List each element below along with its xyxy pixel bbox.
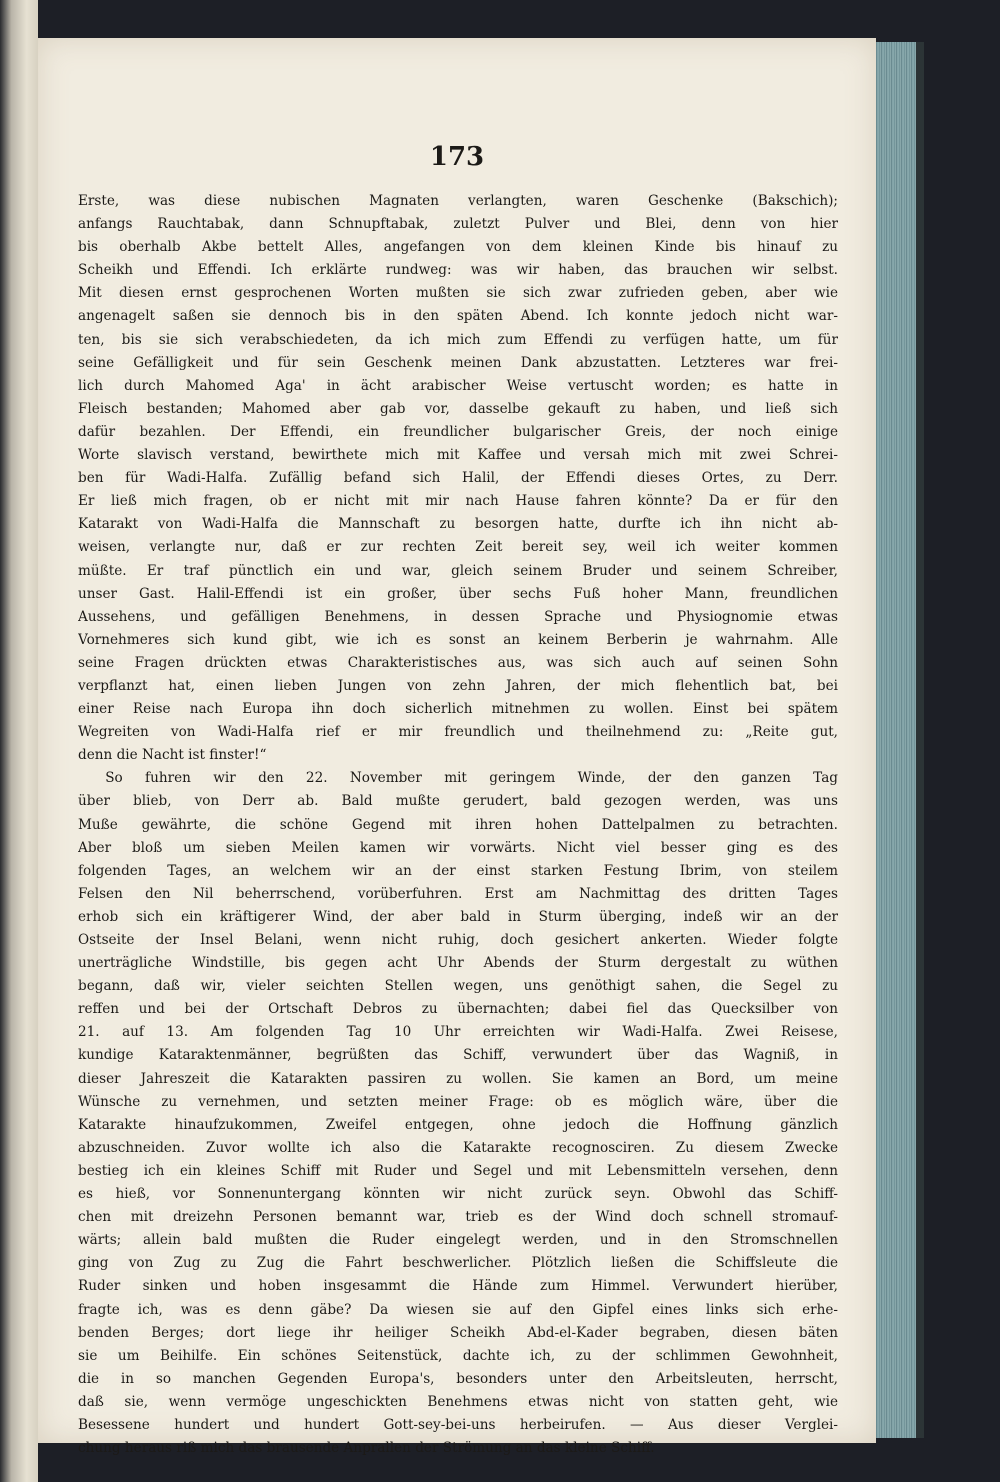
text-line: Worte slavisch verstand, bewirthete mich mit Kaffee und versah mich mit zwei Schrei- xyxy=(78,447,838,464)
text-line: fragte ich, was es denn gäbe? Da wiesen sie auf den Gipfel eines links sich erhe- xyxy=(78,1301,838,1318)
text-line: benden Berges; dort liege ihr heiliger Scheikh Abd-el-Kader begraben, diesen bäten xyxy=(78,1324,838,1341)
page-edges xyxy=(876,42,916,1438)
text-line: ging von Zug zu Zug die Fahrt beschwerlicher. Plötzlich ließen die Schiffsleute die xyxy=(78,1255,838,1272)
text-line: unser Gast. Halil-Effendi ist ein großer, über sechs Fuß hoher Mann, freundlichen xyxy=(78,585,838,602)
text-line: daß sie, wenn vermöge ungeschickten Benehmens etwas nicht von statten geht, wie xyxy=(78,1393,838,1410)
text-line: chung heraus riß mich das brausende Anprallen der Strömung an das kleine Schiff. xyxy=(78,1440,655,1457)
text-line: müßte. Er traf pünctlich ein und war, gleich seinem Bruder und seinem Schreiber, xyxy=(78,562,838,579)
text-line: angenagelt saßen sie dennoch bis in den späten Abend. Ich konnte jedoch nicht war- xyxy=(78,308,838,325)
text-line: Besessene hundert und hundert Gott-sey-bei-uns herbeirufen. — Aus dieser Verglei- xyxy=(78,1416,838,1433)
text-line: erhob sich ein kräftigerer Wind, der aber bald in Sturm überging, indeß wir an der xyxy=(78,908,838,925)
text-line: Aussehens, und gefälligen Benehmens, in dessen Sprache und Physiognomie etwas xyxy=(78,608,838,625)
text-line: Katarakt von Wadi-Halfa die Mannschaft zu besorgen hatte, durfte ich ihn nicht ab- xyxy=(78,516,838,533)
text-line: Wegreiten von Wadi-Halfa rief er mir freundlich und theilnehmend zu: „Reite gut, xyxy=(78,724,838,741)
text-line: Fleisch bestanden; Mahomed aber gab vor, dasselbe gekauft zu haben, und ließ sich xyxy=(78,400,838,417)
text-line: So fuhren wir den 22. November mit geringem Winde, der den ganzen Tag xyxy=(105,770,838,787)
text-line: ben für Wadi-Halfa. Zufällig befand sich Halil, der Effendi dieses Ortes, zu Derr. xyxy=(78,470,838,487)
text-line: seine Gefälligkeit und für sein Geschenk meinen Dank abzustatten. Letzteres war frei- xyxy=(78,354,838,371)
text-line: denn die Nacht ist finster!“ xyxy=(78,747,267,764)
text-line: Mit diesen ernst gesprochenen Worten mußten sie sich zwar zufrieden geben, aber wie xyxy=(78,285,838,302)
text-line: kundige Kataraktenmänner, begrüßten das Schiff, verwundert über das Wagniß, in xyxy=(78,1047,838,1064)
text-line: dieser Jahreszeit die Katarakten passiren zu wollen. Sie kamen an Bord, um meine xyxy=(78,1070,838,1087)
text-line: Wünsche zu vernehmen, und setzten meiner Frage: ob es möglich wäre, über die xyxy=(78,1093,838,1110)
page-number: 173 xyxy=(429,142,485,172)
text-line: seine Fragen drückten etwas Charakteristisches aus, was sich auch auf seinen Sohn xyxy=(78,654,838,671)
text-line: 21. auf 13. Am folgenden Tag 10 Uhr erreichten wir Wadi-Halfa. Zwei Reisese, xyxy=(78,1024,838,1041)
text-line: Aber bloß um sieben Meilen kamen wir vorwärts. Nicht viel besser ging es des xyxy=(78,839,838,856)
text-line: verpflanzt hat, einen lieben Jungen von zehn Jahren, der mich flehentlich bat, bei xyxy=(78,677,838,694)
text-line: ten, bis sie sich verabschiedeten, da ich mich zum Effendi zu verfügen hatte, um für xyxy=(78,331,838,348)
text-line: Er ließ mich fragen, ob er nicht mit mir nach Hause fahren könnte? Da er für den xyxy=(78,493,838,510)
text-line: sie um Beihilfe. Ein schönes Seitenstück, dachte ich, zu der schlimmen Gewohnheit, xyxy=(78,1347,838,1364)
text-line: die in so manchen Gegenden Europa's, besonders unter den Arbeitsleuten, herrscht, xyxy=(78,1370,838,1387)
text-line: folgenden Tages, an welchem wir an der einst starken Festung Ibrim, von steilem xyxy=(78,862,838,879)
page-body-text xyxy=(78,190,838,1460)
text-line: Erste, was diese nubischen Magnaten verlangten, waren Geschenke (Bakschich); xyxy=(78,193,838,209)
text-line: chen mit dreizehn Personen bemannt war, trieb es der Wind doch schnell stromauf- xyxy=(78,1209,838,1226)
text-line: unerträgliche Windstille, bis gegen acht Uhr Abends der Sturm dergestalt zu wüthen xyxy=(78,955,838,972)
text-line: dafür bezahlen. Der Effendi, ein freundlicher bulgarischer Greis, der noch einige xyxy=(78,423,838,440)
text-line: Vornehmeres sich kund gibt, wie ich es sonst an keinem Berberin je wahrnahm. Alle xyxy=(78,631,838,648)
text-line: wärts; allein bald mußten die Ruder eingelegt werden, und in den Stromschnellen xyxy=(78,1232,838,1249)
text-line: über blieb, von Derr ab. Bald mußte gerudert, bald gezogen werden, was uns xyxy=(78,793,838,810)
text-line: bestieg ich ein kleines Schiff mit Ruder und Segel und mit Lebensmitteln versehen, denn xyxy=(78,1162,838,1179)
book-cover-edge xyxy=(916,42,924,1438)
text-line: Muße gewährte, die schöne Gegend mit ihren hohen Dattelpalmen zu betrachten. xyxy=(78,816,838,833)
text-line: Katarakte hinaufzukommen, Zweifel entgegen, ohne jedoch die Hoffnung gänzlich xyxy=(78,1116,838,1133)
text-line: bis oberhalb Akbe bettelt Alles, angefangen von dem kleinen Kinde bis hinauf zu xyxy=(78,239,838,256)
text-line: es hieß, vor Sonnenuntergang könnten wir nicht zurück seyn. Obwohl das Schiff- xyxy=(78,1186,838,1203)
text-line: Felsen den Nil beherrschend, vorüberfuhren. Erst am Nachmittag des dritten Tages xyxy=(78,885,838,902)
text-line: Scheikh und Effendi. Ich erklärte rundweg: was wir haben, das brauchen wir selbst. xyxy=(78,262,838,279)
text-line: anfangs Rauchtabak, dann Schnupftabak, zuletzt Pulver und Blei, denn von hier xyxy=(78,216,838,233)
text-line: abzuschneiden. Zuvor wollte ich also die Katarakte recognosciren. Zu diesem Zwecke xyxy=(78,1139,838,1156)
text-line: weisen, verlangte nur, daß er zur rechten Zeit bereit sey, weil ich weiter kommen xyxy=(78,539,838,556)
text-line: einer Reise nach Europa ihn doch sicherlich mitnehmen zu wollen. Einst bei spätem xyxy=(78,701,838,718)
text-line: lich durch Mahomed Aga' in ächt arabischer Weise vertuscht worden; es hatte in xyxy=(78,377,838,394)
text-line: Ruder sinken und hoben insgesammt die Hände zum Himmel. Verwundert hierüber, xyxy=(78,1278,838,1295)
text-line: begann, daß wir, vieler seichten Stellen wegen, uns genöthigt sahen, die Segel zu xyxy=(78,978,838,995)
text-line: reffen und bei der Ortschaft Debros zu übernachten; dabei fiel das Quecksilber von xyxy=(78,1001,838,1018)
left-page-margin xyxy=(0,0,38,1482)
book-page xyxy=(38,38,876,1457)
text-line: Ostseite der Insel Belani, wenn nicht ruhig, doch gesichert ankerten. Wieder folgte xyxy=(78,932,838,948)
